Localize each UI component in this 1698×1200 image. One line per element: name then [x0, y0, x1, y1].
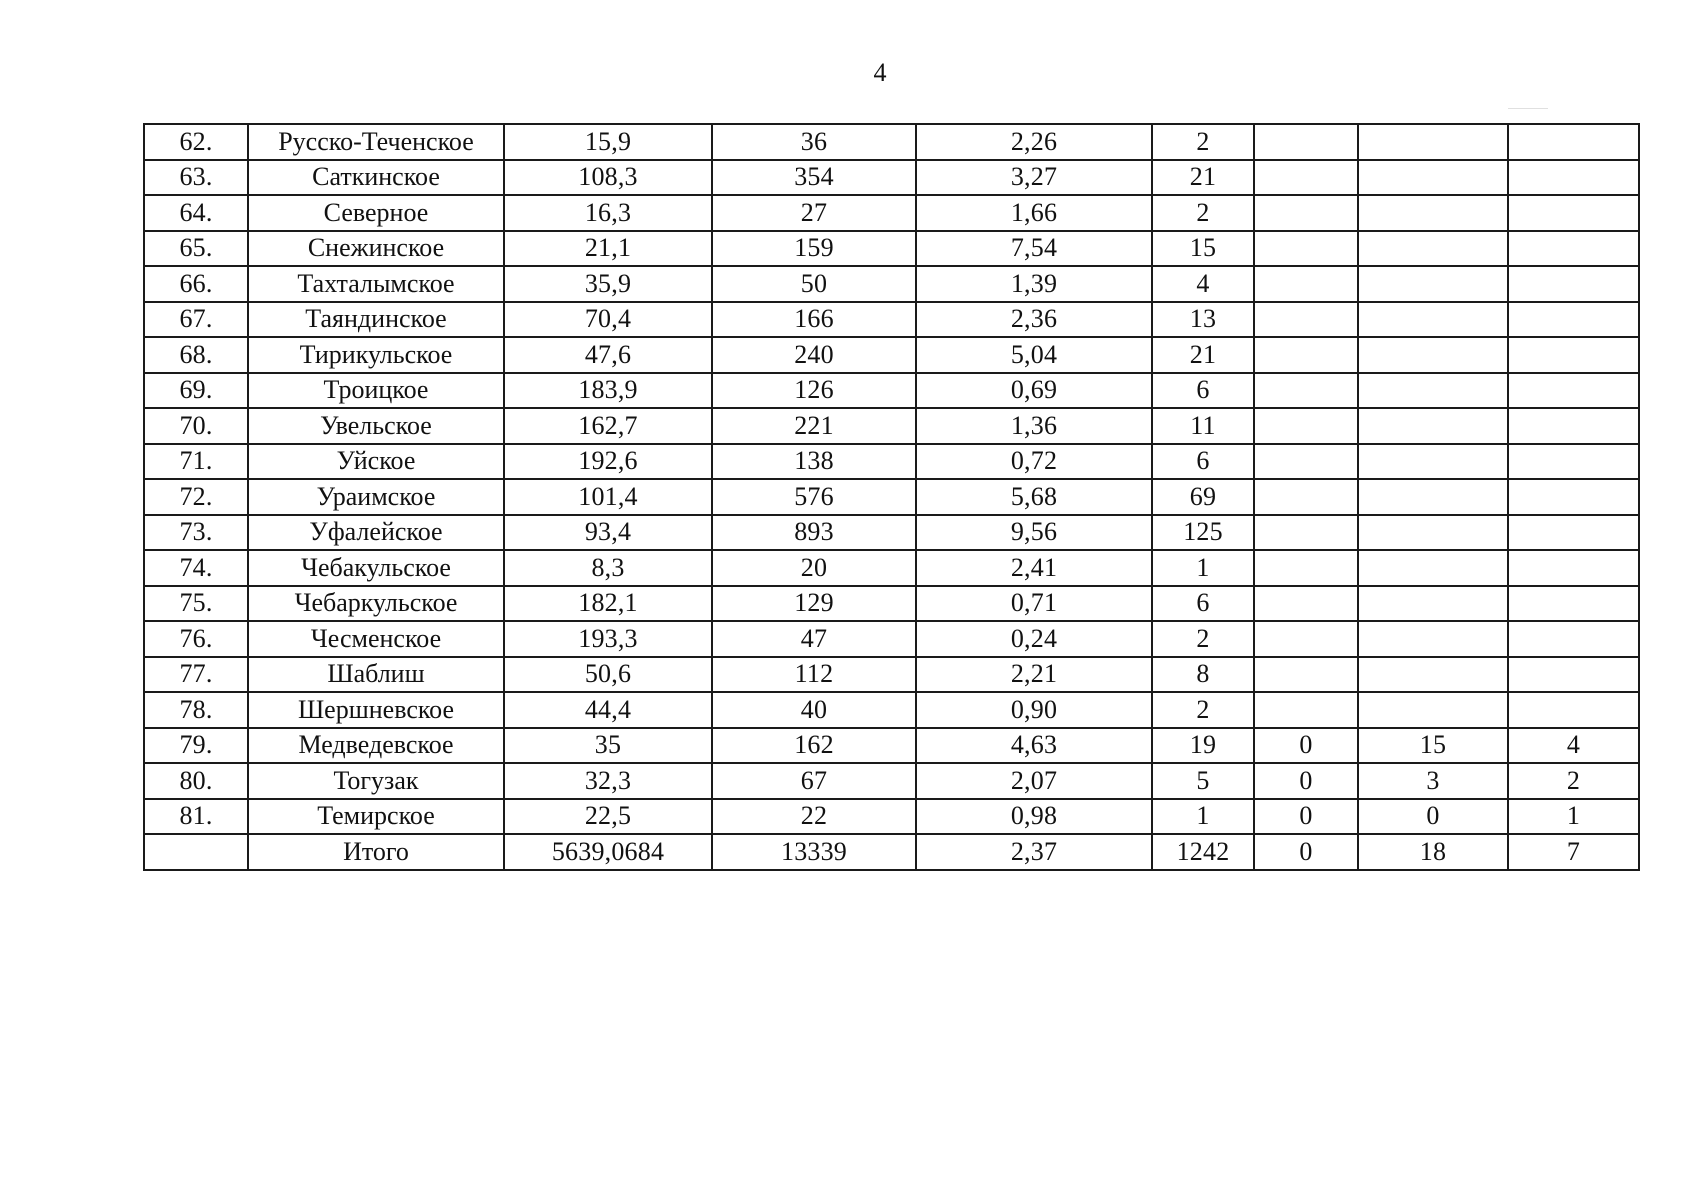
col6-value-cell: 6 [1152, 444, 1254, 480]
col8-value-cell [1358, 373, 1508, 409]
table-row [144, 231, 1639, 267]
col4-value-cell: 40 [712, 692, 916, 728]
col3-value-cell: 5639,0684 [504, 834, 712, 870]
table-row [144, 124, 1639, 160]
table-body [144, 124, 1639, 870]
col7-value-cell: 0 [1254, 799, 1358, 835]
settlement-name-cell: Тахталымское [248, 266, 504, 302]
table-row [144, 586, 1639, 622]
col4-value-cell: 162 [712, 728, 916, 764]
table-row [144, 799, 1639, 835]
settlement-name-cell: Саткинское [248, 160, 504, 196]
table-row [144, 302, 1639, 338]
col6-value-cell: 1 [1152, 550, 1254, 586]
settlement-name-cell: Русско-Теченское [248, 124, 504, 160]
col9-value-cell: 2 [1508, 763, 1639, 799]
table-row [144, 763, 1639, 799]
col3-value-cell: 50,6 [504, 657, 712, 693]
col6-value-cell: 2 [1152, 692, 1254, 728]
col9-value-cell [1508, 373, 1639, 409]
row-number-cell: 78. [144, 692, 248, 728]
col9-value-cell: 1 [1508, 799, 1639, 835]
row-number-cell: 67. [144, 302, 248, 338]
col9-value-cell [1508, 621, 1639, 657]
col3-value-cell: 8,3 [504, 550, 712, 586]
settlement-name-cell: Уйское [248, 444, 504, 480]
col8-value-cell [1358, 550, 1508, 586]
col7-value-cell [1254, 231, 1358, 267]
row-number-cell: 65. [144, 231, 248, 267]
col7-value-cell [1254, 266, 1358, 302]
col4-value-cell: 67 [712, 763, 916, 799]
col6-value-cell: 13 [1152, 302, 1254, 338]
col5-value-cell: 2,37 [916, 834, 1152, 870]
col3-value-cell: 15,9 [504, 124, 712, 160]
col6-value-cell: 15 [1152, 231, 1254, 267]
table-row [144, 160, 1639, 196]
col9-value-cell [1508, 550, 1639, 586]
col3-value-cell: 44,4 [504, 692, 712, 728]
settlement-name-cell: Медведевское [248, 728, 504, 764]
settlement-name-cell: Чебакульское [248, 550, 504, 586]
col7-value-cell [1254, 621, 1358, 657]
col5-value-cell: 5,04 [916, 337, 1152, 373]
row-number-cell: 74. [144, 550, 248, 586]
col7-value-cell: 0 [1254, 763, 1358, 799]
col7-value-cell [1254, 479, 1358, 515]
row-number-cell [144, 834, 248, 870]
col6-value-cell: 2 [1152, 621, 1254, 657]
row-number-cell: 81. [144, 799, 248, 835]
col7-value-cell [1254, 195, 1358, 231]
settlement-name-cell: Итого [248, 834, 504, 870]
col8-value-cell [1358, 195, 1508, 231]
col6-value-cell: 125 [1152, 515, 1254, 551]
col8-value-cell [1358, 408, 1508, 444]
col4-value-cell: 20 [712, 550, 916, 586]
col4-value-cell: 47 [712, 621, 916, 657]
col4-value-cell: 36 [712, 124, 916, 160]
col4-value-cell: 159 [712, 231, 916, 267]
settlement-name-cell: Снежинское [248, 231, 504, 267]
col9-value-cell: 7 [1508, 834, 1639, 870]
table-row [144, 728, 1639, 764]
col9-value-cell [1508, 444, 1639, 480]
col5-value-cell: 0,24 [916, 621, 1152, 657]
row-number-cell: 79. [144, 728, 248, 764]
col9-value-cell [1508, 124, 1639, 160]
row-number-cell: 64. [144, 195, 248, 231]
row-number-cell: 70. [144, 408, 248, 444]
table-row [144, 373, 1639, 409]
col4-value-cell: 13339 [712, 834, 916, 870]
col8-value-cell [1358, 231, 1508, 267]
col3-value-cell: 47,6 [504, 337, 712, 373]
col5-value-cell: 0,71 [916, 586, 1152, 622]
col5-value-cell: 2,07 [916, 763, 1152, 799]
col9-value-cell [1508, 692, 1639, 728]
col3-value-cell: 35 [504, 728, 712, 764]
col4-value-cell: 50 [712, 266, 916, 302]
col6-value-cell: 5 [1152, 763, 1254, 799]
table-row [144, 692, 1639, 728]
col8-value-cell [1358, 692, 1508, 728]
col6-value-cell: 6 [1152, 586, 1254, 622]
row-number-cell: 68. [144, 337, 248, 373]
table-row [144, 657, 1639, 693]
col5-value-cell: 4,63 [916, 728, 1152, 764]
col5-value-cell: 1,66 [916, 195, 1152, 231]
col6-value-cell: 21 [1152, 160, 1254, 196]
settlement-name-cell: Северное [248, 195, 504, 231]
col5-value-cell: 3,27 [916, 160, 1152, 196]
table-row [144, 337, 1639, 373]
col8-value-cell [1358, 657, 1508, 693]
col8-value-cell: 18 [1358, 834, 1508, 870]
col5-value-cell: 1,39 [916, 266, 1152, 302]
col3-value-cell: 70,4 [504, 302, 712, 338]
col3-value-cell: 93,4 [504, 515, 712, 551]
col4-value-cell: 138 [712, 444, 916, 480]
col4-value-cell: 27 [712, 195, 916, 231]
col6-value-cell: 11 [1152, 408, 1254, 444]
col3-value-cell: 21,1 [504, 231, 712, 267]
col6-value-cell: 1242 [1152, 834, 1254, 870]
row-number-cell: 76. [144, 621, 248, 657]
row-number-cell: 62. [144, 124, 248, 160]
col3-value-cell: 183,9 [504, 373, 712, 409]
row-number-cell: 63. [144, 160, 248, 196]
col3-value-cell: 182,1 [504, 586, 712, 622]
col4-value-cell: 22 [712, 799, 916, 835]
row-number-cell: 77. [144, 657, 248, 693]
col5-value-cell: 5,68 [916, 479, 1152, 515]
col8-value-cell [1358, 160, 1508, 196]
settlement-name-cell: Увельское [248, 408, 504, 444]
col4-value-cell: 221 [712, 408, 916, 444]
settlement-name-cell: Уфалейское [248, 515, 504, 551]
col7-value-cell [1254, 160, 1358, 196]
settlement-name-cell: Чесменское [248, 621, 504, 657]
col8-value-cell [1358, 266, 1508, 302]
col9-value-cell [1508, 231, 1639, 267]
col8-value-cell: 15 [1358, 728, 1508, 764]
col4-value-cell: 126 [712, 373, 916, 409]
settlement-name-cell: Тирикульское [248, 337, 504, 373]
col3-value-cell: 35,9 [504, 266, 712, 302]
data-table [143, 123, 1640, 871]
col4-value-cell: 893 [712, 515, 916, 551]
row-number-cell: 72. [144, 479, 248, 515]
col8-value-cell [1358, 124, 1508, 160]
col9-value-cell [1508, 657, 1639, 693]
col6-value-cell: 2 [1152, 124, 1254, 160]
col8-value-cell [1358, 515, 1508, 551]
table-row [144, 408, 1639, 444]
col5-value-cell: 2,36 [916, 302, 1152, 338]
col6-value-cell: 21 [1152, 337, 1254, 373]
col7-value-cell [1254, 302, 1358, 338]
settlement-name-cell: Чебаркульское [248, 586, 504, 622]
col3-value-cell: 193,3 [504, 621, 712, 657]
col8-value-cell [1358, 479, 1508, 515]
table-row [144, 195, 1639, 231]
col3-value-cell: 192,6 [504, 444, 712, 480]
col6-value-cell: 19 [1152, 728, 1254, 764]
col5-value-cell: 0,69 [916, 373, 1152, 409]
settlement-name-cell: Ураимское [248, 479, 504, 515]
col7-value-cell [1254, 373, 1358, 409]
col7-value-cell [1254, 124, 1358, 160]
settlement-name-cell: Таяндинское [248, 302, 504, 338]
col3-value-cell: 16,3 [504, 195, 712, 231]
col6-value-cell: 8 [1152, 657, 1254, 693]
col5-value-cell: 0,98 [916, 799, 1152, 835]
col9-value-cell [1508, 195, 1639, 231]
total-row [144, 834, 1639, 870]
col9-value-cell [1508, 160, 1639, 196]
col9-value-cell [1508, 408, 1639, 444]
row-number-cell: 75. [144, 586, 248, 622]
col3-value-cell: 101,4 [504, 479, 712, 515]
col8-value-cell: 0 [1358, 799, 1508, 835]
col4-value-cell: 240 [712, 337, 916, 373]
col9-value-cell [1508, 266, 1639, 302]
col4-value-cell: 112 [712, 657, 916, 693]
col6-value-cell: 4 [1152, 266, 1254, 302]
table-row [144, 444, 1639, 480]
col9-value-cell: 4 [1508, 728, 1639, 764]
col3-value-cell: 22,5 [504, 799, 712, 835]
settlement-name-cell: Шаблиш [248, 657, 504, 693]
table-row [144, 266, 1639, 302]
col9-value-cell [1508, 479, 1639, 515]
col3-value-cell: 108,3 [504, 160, 712, 196]
col4-value-cell: 129 [712, 586, 916, 622]
col3-value-cell: 32,3 [504, 763, 712, 799]
col8-value-cell [1358, 586, 1508, 622]
col6-value-cell: 6 [1152, 373, 1254, 409]
col9-value-cell [1508, 337, 1639, 373]
col7-value-cell: 0 [1254, 834, 1358, 870]
row-number-cell: 71. [144, 444, 248, 480]
col5-value-cell: 0,72 [916, 444, 1152, 480]
col7-value-cell [1254, 337, 1358, 373]
col9-value-cell [1508, 515, 1639, 551]
col5-value-cell: 2,21 [916, 657, 1152, 693]
col9-value-cell [1508, 302, 1639, 338]
col6-value-cell: 2 [1152, 195, 1254, 231]
col7-value-cell [1254, 657, 1358, 693]
settlement-name-cell: Темирское [248, 799, 504, 835]
col5-value-cell: 7,54 [916, 231, 1152, 267]
col5-value-cell: 0,90 [916, 692, 1152, 728]
col7-value-cell: 0 [1254, 728, 1358, 764]
col4-value-cell: 576 [712, 479, 916, 515]
row-number-cell: 69. [144, 373, 248, 409]
row-number-cell: 80. [144, 763, 248, 799]
row-number-cell: 66. [144, 266, 248, 302]
table-row [144, 479, 1639, 515]
col5-value-cell: 2,41 [916, 550, 1152, 586]
col7-value-cell [1254, 586, 1358, 622]
page-number: 4 [873, 58, 887, 87]
table-row [144, 550, 1639, 586]
col6-value-cell: 69 [1152, 479, 1254, 515]
col7-value-cell [1254, 408, 1358, 444]
scan-artifact [1508, 108, 1548, 109]
settlement-name-cell: Тогузак [248, 763, 504, 799]
col8-value-cell: 3 [1358, 763, 1508, 799]
table-row [144, 621, 1639, 657]
col5-value-cell: 1,36 [916, 408, 1152, 444]
row-number-cell: 73. [144, 515, 248, 551]
col6-value-cell: 1 [1152, 799, 1254, 835]
table-row [144, 515, 1639, 551]
settlement-name-cell: Троицкое [248, 373, 504, 409]
col7-value-cell [1254, 692, 1358, 728]
col8-value-cell [1358, 302, 1508, 338]
col7-value-cell [1254, 444, 1358, 480]
col5-value-cell: 2,26 [916, 124, 1152, 160]
col4-value-cell: 354 [712, 160, 916, 196]
col7-value-cell [1254, 515, 1358, 551]
col9-value-cell [1508, 586, 1639, 622]
col3-value-cell: 162,7 [504, 408, 712, 444]
col4-value-cell: 166 [712, 302, 916, 338]
col8-value-cell [1358, 444, 1508, 480]
col8-value-cell [1358, 337, 1508, 373]
col8-value-cell [1358, 621, 1508, 657]
col5-value-cell: 9,56 [916, 515, 1152, 551]
col7-value-cell [1254, 550, 1358, 586]
settlement-name-cell: Шершневское [248, 692, 504, 728]
